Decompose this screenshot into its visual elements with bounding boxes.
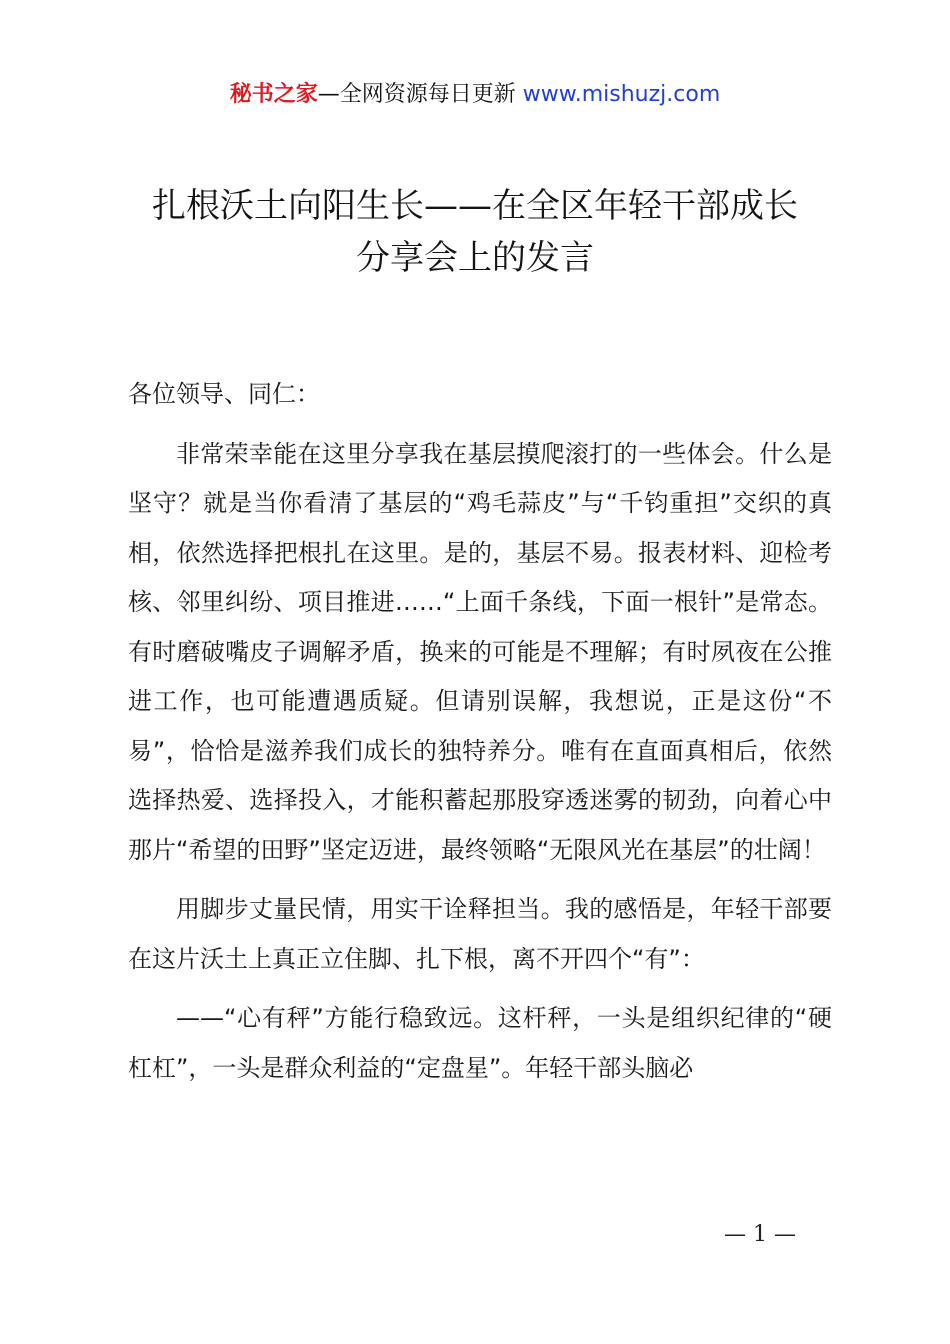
salutation: 各位领导、同仁： bbox=[128, 380, 320, 408]
paragraph: ——“心有秤”方能行稳致远。这杆秤，一头是组织纪律的“硬杠杠”，一头是群众利益的“定盘星”。年轻干部头脑必 bbox=[128, 1004, 832, 1082]
document-body bbox=[128, 370, 832, 1103]
paragraph: 非常荣幸能在这里分享我在基层摸爬滚打的一些体会。什么是坚守？就是当你看清了基层的“鸡毛蒜皮”与“千钧重担”交织的真相，依然选择把根扎在这里。是的，基层不易。报表材料、迎检考核、邻里纠纷、项目推进……“上面千条线，下面一根针”是常态。有时磨破嘴皮子调解矛盾，换来的可能是不理解；有时夙夜在公推进工作，也可能遭遇质疑。但请别误解，我想说，正是这份“不易”，恰恰是滋养我们成长的独特养分。唯有在直面真相后，依然选择热爱、选择投入，才能积蓄起那股穿透迷雾的韧劲，向着心中那片“希望的田野”坚定迈进，最终领略“无限风光在基层”的壮阔！ bbox=[128, 439, 832, 864]
site-url[interactable]: www.mishuzj.com bbox=[522, 82, 721, 107]
document-title bbox=[110, 180, 840, 284]
site-header bbox=[0, 78, 950, 112]
title-line-1: 扎根沃土向阳生长——在全区年轻干部成长 bbox=[152, 186, 798, 226]
header-tagline: —全网资源每日更新 bbox=[317, 82, 516, 107]
paragraph: 用脚步丈量民情，用实干诠释担当。我的感悟是，年轻干部要在这片沃土上真正立住脚、扎下根，离不开四个“有”： bbox=[128, 895, 832, 973]
title-line-2: 分享会上的发言 bbox=[356, 238, 594, 278]
page-number: — 1 — bbox=[724, 1222, 796, 1247]
brand-name: 秘书之家 bbox=[229, 82, 318, 107]
